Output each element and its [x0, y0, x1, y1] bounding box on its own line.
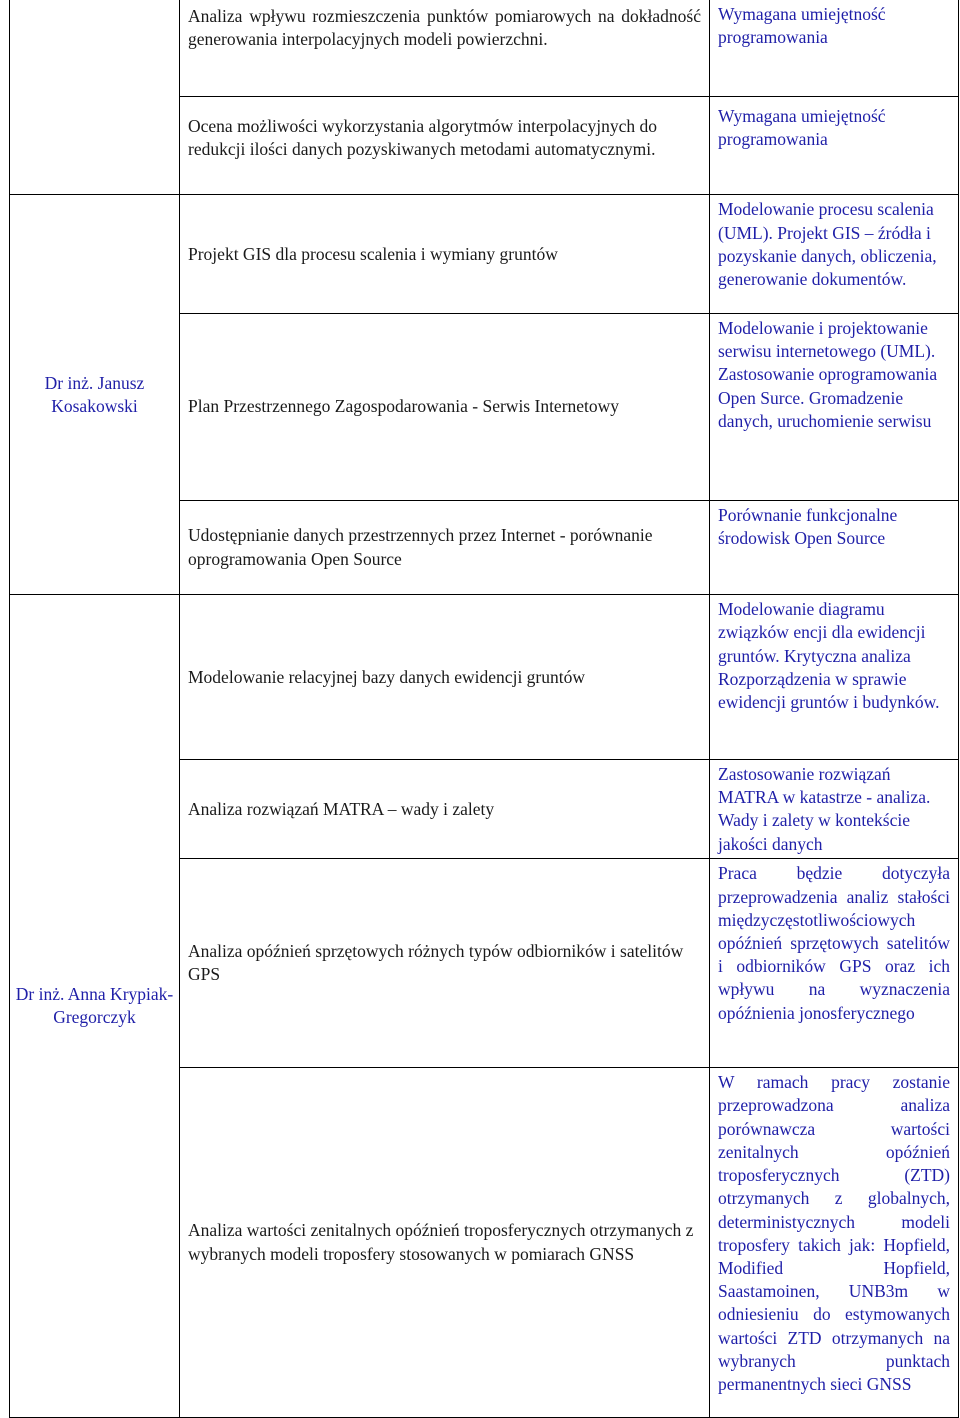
supervisor-name: Dr inż. Anna Krypiak-Gregorczyk [10, 595, 180, 1418]
thesis-description: Modelowanie i projektowanie serwisu internetowego (UML). Zastosowanie oprogramowania Open Surce. Gromadzenie danych, uruchomienie serwisu [710, 313, 959, 500]
thesis-title: Analiza wartości zenitalnych opóźnień troposferycznych otrzymanych z wybranych modeli troposfery stosowanych w pomiarach GNSS [180, 1068, 710, 1418]
thesis-description: Modelowanie procesu scalenia (UML). Projekt GIS – źródła i pozyskanie danych, obliczenia, generowanie dokumentów. [710, 195, 959, 314]
thesis-title: Projekt GIS dla procesu scalenia i wymiany gruntów [180, 195, 710, 314]
thesis-title: Ocena możliwości wykorzystania algorytmów interpolacyjnych do redukcji ilości danych pozyskiwanych metodami automatycznymi. [180, 96, 710, 194]
table-row [10, 195, 959, 314]
thesis-title: Analiza rozwiązań MATRA – wady i zalety [180, 760, 710, 859]
thesis-description: W ramach pracy zostanie przeprowadzona analiza porównawcza wartości zenitalnych opóźnień troposferycznych (ZTD) otrzymanych z globalnych, deterministycznych modeli troposfery takich jak: Hopfield, Modified Hopfield, Saastamoinen, UNB3m w odniesieniu do estymowanych wartości ZTD otrzymanych na wybranych punktach permanentnych sieci GNSS [710, 1068, 959, 1418]
thesis-description: Praca będzie dotyczyła przeprowadzenia analiz stałości międzyczęstotliwościowych opóźnień sprzętowych satelitów i odbiorników GPS oraz ich wpływu na wyznaczenia opóźnienia jonosferycznego [710, 859, 959, 1068]
theses-table [9, 0, 959, 1418]
thesis-title: Udostępnianie danych przestrzennych przez Internet - porównanie oprogramowania Open Source [180, 500, 710, 594]
thesis-title: Analiza wpływu rozmieszczenia punktów pomiarowych na dokładność generowania interpolacyjnych modeli powierzchni. [180, 0, 710, 96]
thesis-title: Analiza opóźnień sprzętowych różnych typów odbiorników i satelitów GPS [180, 859, 710, 1068]
supervisor-name: Dr inż. Janusz Kosakowski [10, 195, 180, 595]
thesis-description: Porównanie funkcjonalne środowisk Open Source [710, 500, 959, 594]
thesis-description: Modelowanie diagramu związków encji dla ewidencji gruntów. Krytyczna analiza Rozporządzenia w sprawie ewidencji gruntów i budynków. [710, 595, 959, 760]
supervisor-cell-continued [10, 0, 180, 195]
thesis-title: Modelowanie relacyjnej bazy danych ewidencji gruntów [180, 595, 710, 760]
thesis-title: Plan Przestrzennego Zagospodarowania - Serwis Internetowy [180, 313, 710, 500]
thesis-description: Zastosowanie rozwiązań MATRA w katastrze - analiza. Wady i zalety w kontekście jakości danych [710, 760, 959, 859]
table-row [10, 595, 959, 760]
thesis-description: Wymagana umiejętność programowania [710, 0, 959, 96]
thesis-description: Wymagana umiejętność programowania [710, 96, 959, 194]
table-row [10, 0, 959, 96]
